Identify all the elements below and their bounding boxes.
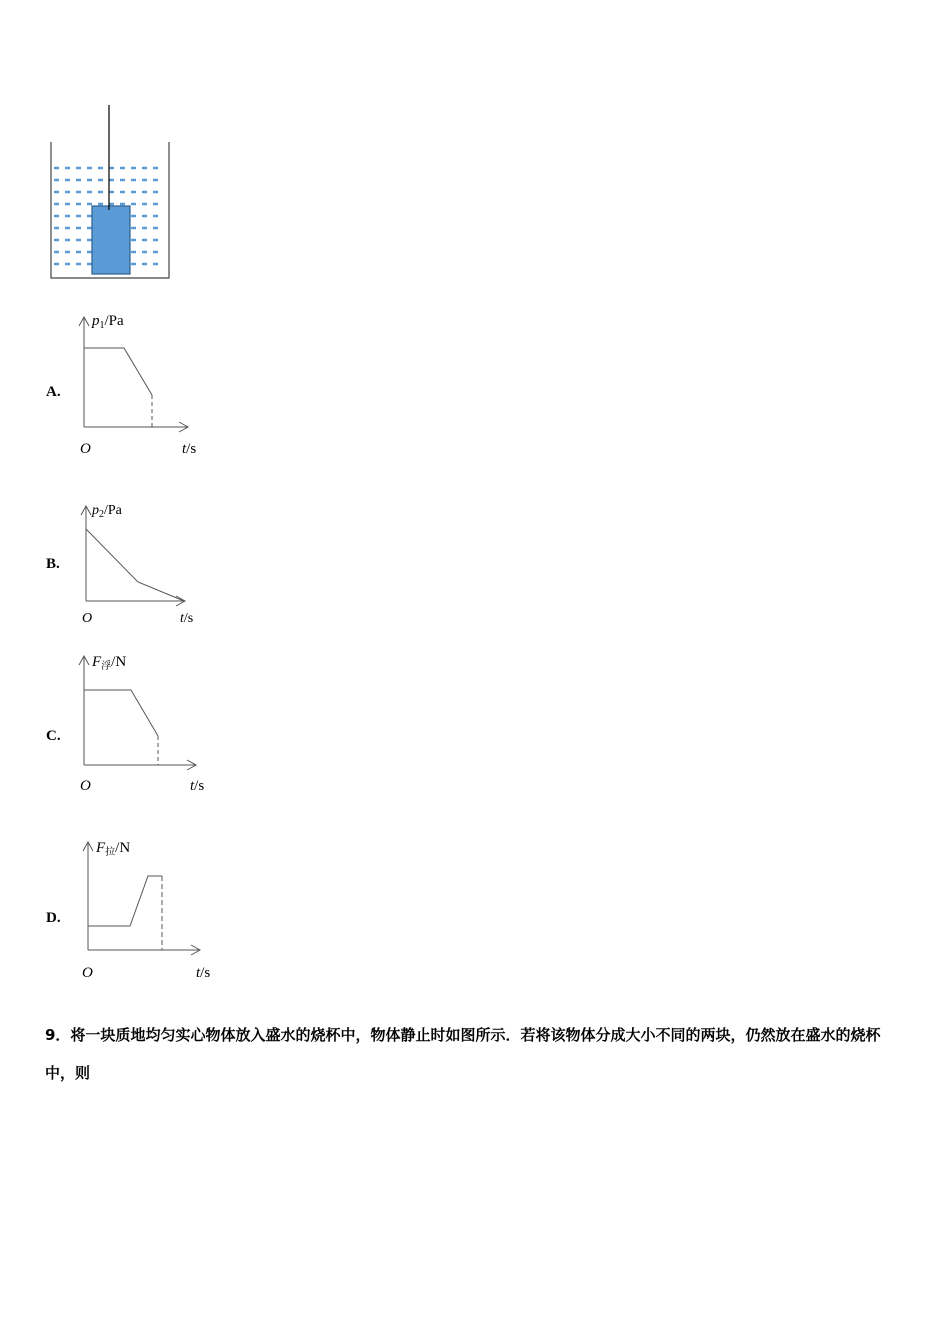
svg-text:p2/Pa xyxy=(91,503,123,520)
y-sub: 拉 xyxy=(105,847,116,858)
graph-c xyxy=(70,648,230,803)
block xyxy=(92,206,130,274)
origin-label: O xyxy=(82,965,93,981)
x-axis-label: t xyxy=(180,611,184,626)
option-b-label[interactable]: B. xyxy=(46,556,60,572)
data-line xyxy=(86,529,184,601)
svg-text:F拉/N xyxy=(95,840,130,858)
svg-text:t/s xyxy=(180,611,193,626)
y-sub: 1 xyxy=(99,320,105,331)
svg-text:t/s xyxy=(182,441,196,457)
graph-a xyxy=(70,305,220,465)
y-axis-label: p xyxy=(92,313,100,329)
option-d-label[interactable]: D. xyxy=(46,910,61,926)
y-unit: /Pa xyxy=(104,313,124,329)
y-unit: /N xyxy=(111,654,127,670)
x-unit: /s xyxy=(186,441,197,457)
y-axis-label: F xyxy=(92,654,102,670)
svg-text:t/s xyxy=(196,965,210,981)
y-sub: 浮 xyxy=(101,661,112,672)
x-axis-label: t xyxy=(196,965,201,981)
question-9-text: 9．将一块质地均匀实心物体放入盛水的烧杯中，物体静止时如图所示．若将该物体分成大小不同的两块，仍然放在盛水的烧杯中，则 xyxy=(45,1026,881,1082)
y-sub: 2 xyxy=(99,509,104,520)
y-unit: /N xyxy=(115,840,131,856)
y-axis-label: p xyxy=(92,503,99,518)
data-line xyxy=(84,690,158,736)
y-axis-label: F xyxy=(96,840,106,856)
svg-text:p1/Pa xyxy=(91,313,124,331)
x-unit: /s xyxy=(200,965,211,981)
y-unit: /Pa xyxy=(104,503,122,518)
svg-text:t/s xyxy=(190,778,204,794)
origin-label: O xyxy=(80,441,91,457)
graph-b xyxy=(72,496,222,636)
origin-label: O xyxy=(80,778,91,794)
origin-label: O xyxy=(82,611,93,626)
data-line xyxy=(88,876,162,926)
graph-d xyxy=(72,832,232,987)
x-unit: /s xyxy=(194,778,205,794)
x-axis-label: t xyxy=(190,778,195,794)
svg-text:F浮/N xyxy=(91,654,126,672)
option-c-label[interactable]: C. xyxy=(46,728,61,744)
option-a-label[interactable]: A. xyxy=(46,384,61,400)
data-line xyxy=(84,348,152,395)
x-axis-label: t xyxy=(182,441,187,457)
beaker-diagram xyxy=(40,100,180,285)
x-unit: /s xyxy=(183,611,194,626)
